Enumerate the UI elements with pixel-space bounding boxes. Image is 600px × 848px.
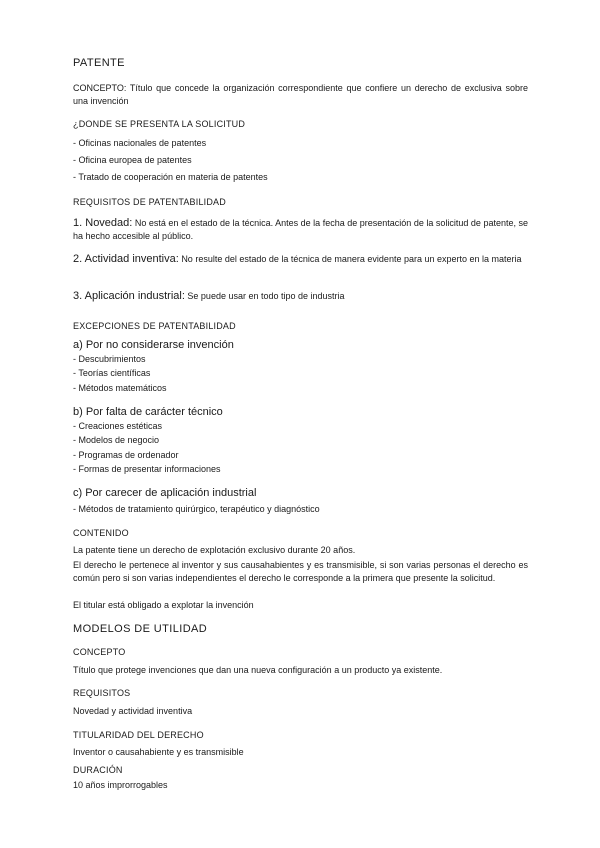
donde-item: - Tratado de cooperación en materia de patentes — [73, 172, 268, 182]
requisito-label: 2. Actividad inventiva: — [73, 253, 179, 265]
donde-item: - Oficinas nacionales de patentes — [73, 138, 207, 148]
excepciones-heading: EXCEPCIONES DE PATENTABILIDAD — [73, 321, 236, 331]
donde-item: - Oficina europea de patentes — [73, 155, 192, 165]
contenido-heading: CONTENIDO — [73, 528, 129, 538]
requisito-text: No está en el estado de la técnica. Antes de la fecha de presentación de la solicitud de patente, se ha hecho accesible al público. — [73, 218, 528, 241]
excepcion-b-heading: b) Por falta de carácter técnico — [73, 406, 223, 418]
contenido-line: La patente tiene un derecho de explotación exclusivo durante 20 años. — [73, 545, 356, 555]
titularidad-heading: TITULARIDAD DEL DERECHO — [73, 730, 204, 740]
requisito-text: No resulte del estado de la técnica de manera evidente para un experto en la materia — [181, 254, 522, 264]
requisito-label: 1. Novedad: — [73, 217, 133, 229]
excepcion-item: - Métodos matemáticos — [73, 383, 167, 393]
excepcion-item: - Teorías científicas — [73, 368, 151, 378]
contenido-paragraph: El derecho le pertenece al inventor y sus causahabientes y es transmisible, si son varias personas el derecho es común pero si son varias independientes el derecho le corresponde a la primera que presente la solicitud. — [73, 560, 528, 583]
modelos-requisitos-text: Novedad y actividad inventiva — [73, 706, 193, 716]
patente-title: PATENTE — [73, 57, 125, 69]
patente-concepto: CONCEPTO: Título que concede la organización correspondiente que confiere un derecho de exclusiva sobre una invención — [73, 83, 528, 106]
requisito-actividad — [73, 253, 528, 266]
excepcion-item: - Formas de presentar informaciones — [73, 464, 221, 474]
requisitos-heading: REQUISITOS DE PATENTABILIDAD — [73, 197, 226, 207]
requisito-aplicacion — [73, 291, 345, 302]
excepcion-a-heading: a) Por no considerarse invención — [73, 339, 234, 351]
titularidad-text: Inventor o causahabiente y es transmisible — [73, 747, 244, 757]
contenido-line: El titular está obligado a explotar la invención — [73, 600, 254, 610]
requisito-novedad — [73, 217, 528, 243]
requisito-text: Se puede usar en todo tipo de industria — [187, 291, 345, 301]
excepcion-item: - Programas de ordenador — [73, 450, 179, 460]
excepcion-c-heading: c) Por carecer de aplicación industrial — [73, 487, 257, 499]
modelos-concepto-heading: CONCEPTO — [73, 647, 126, 657]
requisito-label: 3. Aplicación industrial: — [73, 290, 185, 302]
duracion-heading: DURACIÓN — [73, 765, 123, 775]
excepcion-item: - Modelos de negocio — [73, 435, 160, 445]
modelos-concepto-text: Título que protege invenciones que dan una nueva configuración a un producto ya existente. — [73, 665, 443, 675]
modelos-requisitos-heading: REQUISITOS — [73, 688, 131, 698]
excepcion-item: - Creaciones estéticas — [73, 421, 163, 431]
modelos-title: MODELOS DE UTILIDAD — [73, 623, 208, 635]
duracion-text: 10 años improrrogables — [73, 780, 168, 790]
excepcion-item: - Descubrimientos — [73, 354, 146, 364]
excepcion-item: - Métodos de tratamiento quirúrgico, terapéutico y diagnóstico — [73, 504, 320, 514]
donde-heading: ¿DONDE SE PRESENTA LA SOLICITUD — [73, 119, 246, 129]
